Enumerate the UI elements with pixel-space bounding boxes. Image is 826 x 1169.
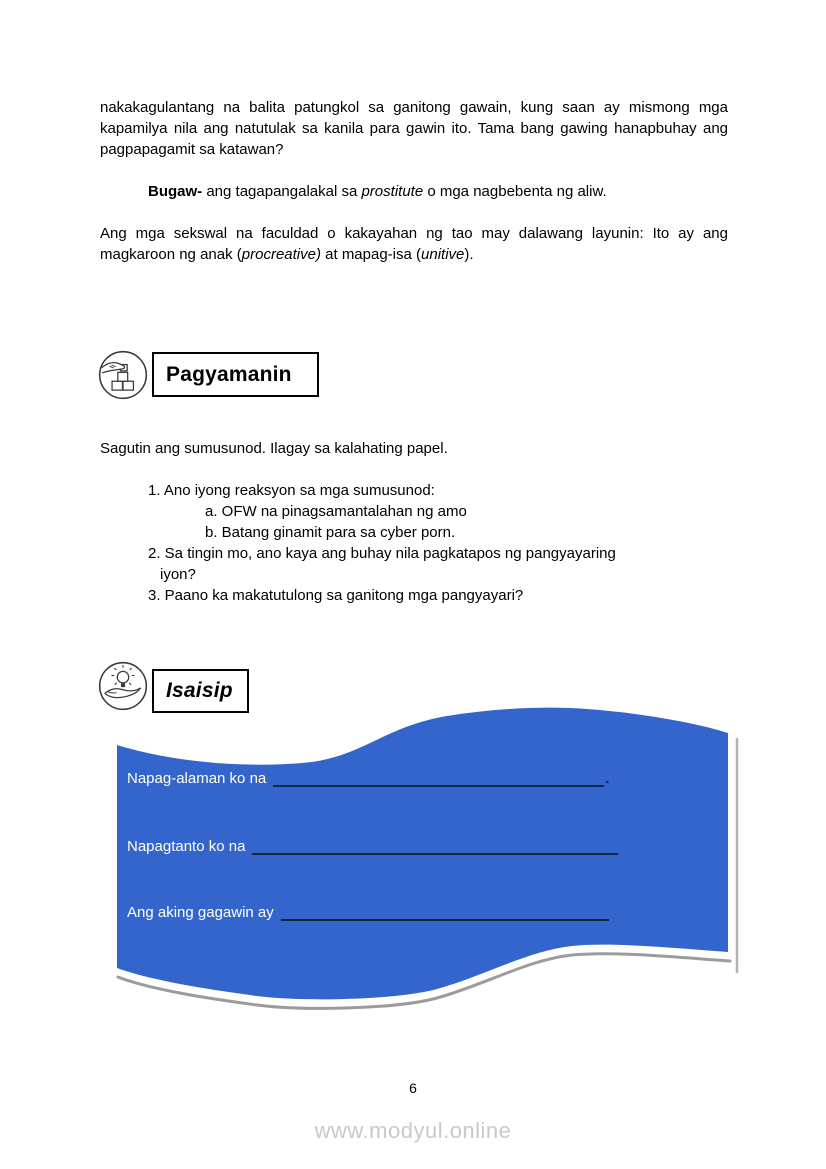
pagyamanin-title: Pagyamanin — [166, 362, 292, 386]
instruction-text: Sagutin ang sumusunod. Ilagay sa kalahating papel. — [100, 440, 448, 457]
page-number: 6 — [409, 1080, 417, 1096]
question-line: iyon? — [160, 566, 196, 583]
isaisip-title: Isaisip — [166, 679, 233, 702]
reflection-label: Ang aking gagawin ay — [127, 904, 274, 921]
blank-underline — [252, 837, 618, 855]
reflection-label: Napagtanto ko na — [127, 838, 246, 855]
definition-pre: ang tagapangalakal sa — [202, 183, 362, 200]
reflection-suffix: . — [605, 770, 610, 787]
watermark: www.modyul.online — [314, 1118, 512, 1143]
reflection-label: Napag-alaman ko na — [127, 770, 267, 787]
pagyamanin-icon — [98, 350, 148, 405]
faculty-post: ). — [464, 246, 474, 263]
reflection-line — [127, 899, 610, 921]
reflection-line — [127, 765, 609, 787]
faculty-italic-1: procreative) — [241, 246, 321, 263]
blank-underline — [281, 903, 609, 921]
faculty-paragraph — [100, 223, 728, 265]
definition-line — [148, 181, 728, 202]
pagyamanin-title-box — [152, 352, 319, 397]
hand-stacking-blocks-icon — [98, 350, 148, 400]
question-line: 3. Paano ka makatutulong sa ganitong mga pangyayari? — [148, 587, 524, 604]
question-line: b. Batang ginamit para sa cyber porn. — [205, 524, 456, 541]
question-line: a. OFW na pinagsamantalahan ng amo — [205, 503, 467, 520]
intro-paragraph: nakakagulantang na balita patungkol sa ganitong gawain, kung saan ay mismong mga kapamilya nila ang natutulak sa kanila para gawin ito. Tama bang gawing hanapbuhay ang pagpapagamit sa katawan? — [100, 99, 728, 158]
reflection-line — [127, 833, 619, 855]
question-line: 1. Ano iyong reaksyon sa mga sumusunod: — [148, 482, 435, 499]
faculty-italic-2: unitive — [421, 246, 465, 263]
blue-wave-shape — [113, 703, 745, 1015]
blank-underline — [273, 769, 604, 787]
faculty-mid: at mapag-isa ( — [320, 246, 422, 263]
definition-post: o mga nagbebenta ng aliw. — [423, 183, 607, 200]
definition-italic: prostitute — [361, 183, 424, 200]
questions-list — [148, 480, 748, 606]
definition-term: Bugaw- — [148, 183, 203, 200]
reflection-panel — [113, 703, 745, 1015]
question-line: 2. Sa tingin mo, ano kaya ang buhay nila pagkatapos ng pangyayaring — [148, 545, 616, 562]
faculty-pre: Ang mga sekswal na faculdad o kakayahan ng tao may dalawang layunin: Ito ay ang magkaroon ng anak ( — [100, 225, 728, 263]
